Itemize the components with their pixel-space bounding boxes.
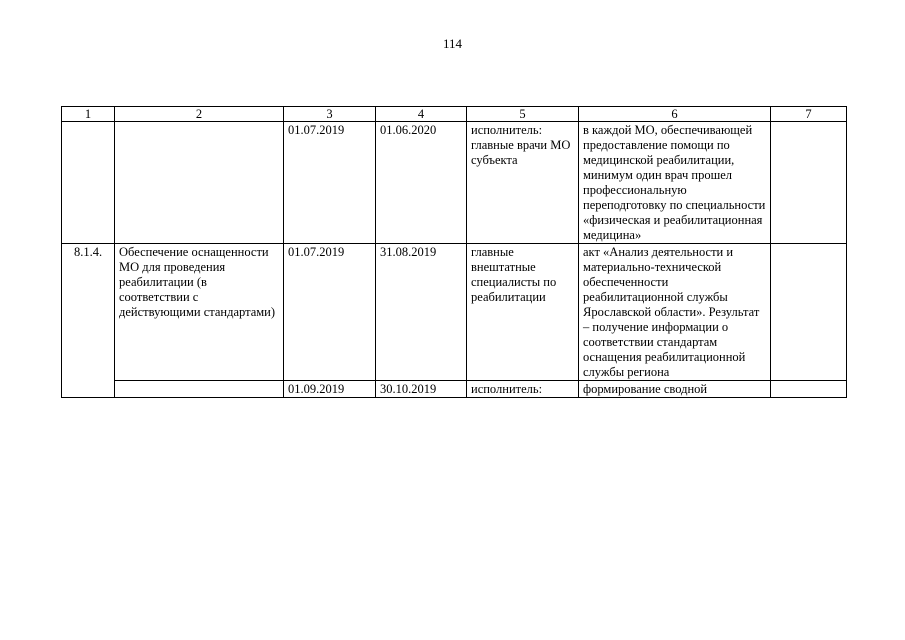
column-header: 7 (771, 107, 847, 122)
end-date-cell: 01.06.2020 (376, 122, 467, 244)
note-cell (771, 381, 847, 398)
result-cell: в каждой МО, обеспечивающей предоставление помощи по медицинской реабилитации, минимум один врач прошел профессиональную переподготовку по специальности «физическая и реабилитационная медицина» (579, 122, 771, 244)
end-date-cell: 31.08.2019 (376, 244, 467, 381)
start-date-cell: 01.09.2019 (284, 381, 376, 398)
table-row (62, 244, 847, 381)
responsible-cell: исполнитель: главные врачи МО субъекта (467, 122, 579, 244)
table-header-row (62, 107, 847, 122)
item-title-cell (115, 381, 284, 398)
item-title-cell: Обеспечение оснащенности МО для проведения реабилитации (в соответствии с действующими стандартами) (115, 244, 284, 381)
responsible-cell: исполнитель: (467, 381, 579, 398)
page-number: 114 (442, 36, 463, 51)
item-number-cell: 8.1.4. (62, 244, 115, 398)
column-header: 2 (115, 107, 284, 122)
item-title-cell (115, 122, 284, 244)
table-row (62, 381, 847, 398)
column-header: 3 (284, 107, 376, 122)
end-date-cell: 30.10.2019 (376, 381, 467, 398)
table-row (62, 122, 847, 244)
plan-table (61, 106, 847, 398)
responsible-cell: главные внештатные специалисты по реабилитации (467, 244, 579, 381)
column-header: 1 (62, 107, 115, 122)
result-cell: акт «Анализ деятельности и материально-технической обеспеченности реабилитационной службы Ярославской области». Результат – получение информации о соответствии стандартам оснащения реабилитационной службы региона (579, 244, 771, 381)
column-header: 4 (376, 107, 467, 122)
result-cell: формирование сводной (579, 381, 771, 398)
column-header: 5 (467, 107, 579, 122)
note-cell (771, 244, 847, 381)
note-cell (771, 122, 847, 244)
item-number-cell (62, 122, 115, 244)
start-date-cell: 01.07.2019 (284, 122, 376, 244)
column-header: 6 (579, 107, 771, 122)
start-date-cell: 01.07.2019 (284, 244, 376, 381)
